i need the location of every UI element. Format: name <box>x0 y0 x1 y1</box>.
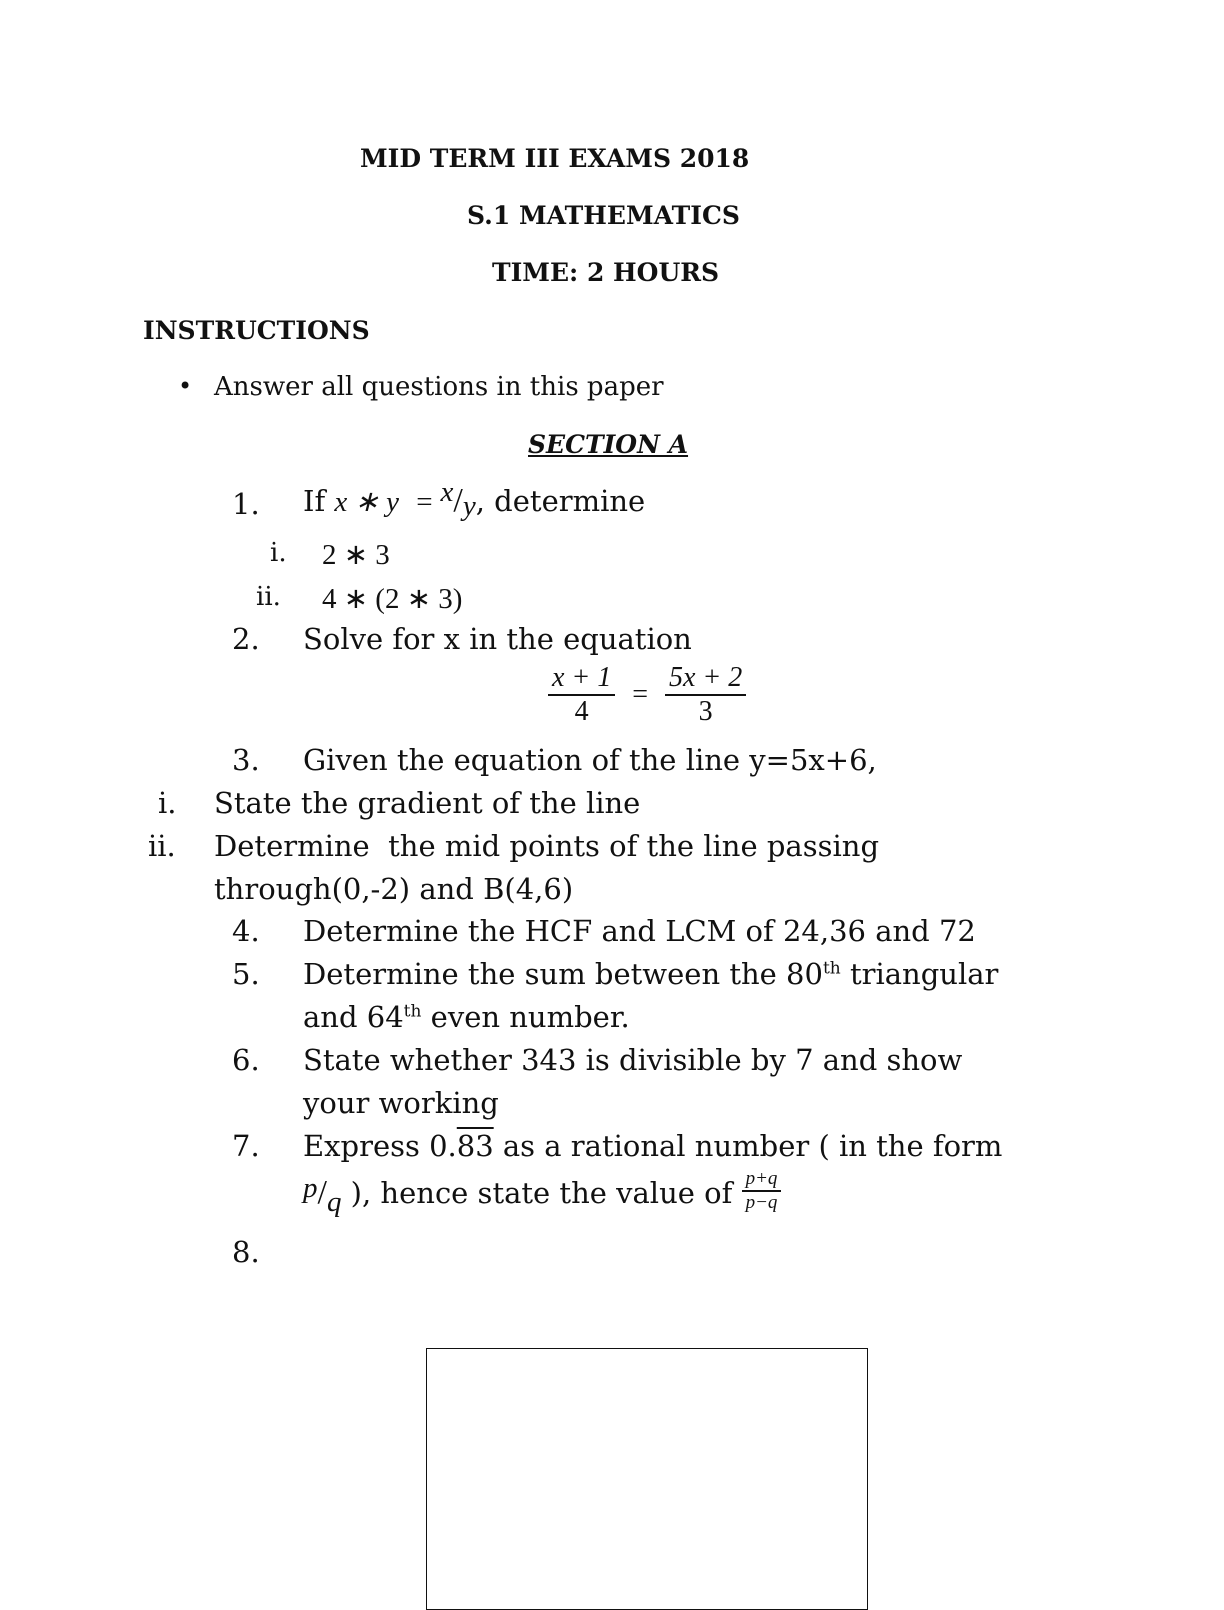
q3-text: Given the equation of the line y=5x+6, <box>303 743 877 777</box>
q2-left-den: 4 <box>574 696 589 727</box>
q2-left-fraction <box>548 662 615 728</box>
q6-text: State whether 343 is divisible by 7 and show <box>303 1043 963 1077</box>
q1-sub-expr-ii: 4 ∗ (2 ∗ 3) <box>322 583 463 615</box>
q2-equals: = <box>632 679 649 710</box>
exam-title: MID TERM III EXAMS 2018 <box>360 144 750 173</box>
q7-frac-num: p <box>303 1172 318 1204</box>
q8-number: 8. <box>232 1235 260 1269</box>
q3-number: 3. <box>232 743 260 777</box>
q3-sub-text-ii: Determine the mid points of the line passing <box>214 829 880 863</box>
q7-line1 <box>303 1129 1002 1163</box>
q2-equation <box>548 662 746 728</box>
section-title: SECTION A <box>528 430 689 459</box>
q3-sub-text-i: State the gradient of the line <box>214 786 641 820</box>
q7-frac-den: q <box>326 1186 342 1218</box>
q7-value-den: p−q <box>745 1192 778 1213</box>
q7-recurring-digits: 83 <box>456 1129 494 1163</box>
q6-text-cont: your working <box>303 1086 499 1120</box>
q1-end: , determine <box>475 484 646 518</box>
q2-left-num: x + 1 <box>548 662 615 696</box>
q1-equals: = <box>416 486 433 518</box>
q4-text: Determine the HCF and LCM of 24,36 and 72 <box>303 914 976 948</box>
q4-number: 4. <box>232 914 260 948</box>
bullet-icon: • <box>178 372 193 400</box>
q2-right-den: 3 <box>698 696 713 727</box>
q3-sub-text-ii-cont: through(0,-2) and B(4,6) <box>214 872 574 906</box>
q5-line2 <box>303 1000 630 1034</box>
q1-sub-label-ii: ii. <box>256 582 281 612</box>
q5-number: 5. <box>232 957 260 991</box>
q7-text-a: Express 0. <box>303 1129 457 1163</box>
q2-right-num: 5x + 2 <box>665 662 746 696</box>
q7-value-num: p+q <box>742 1168 782 1192</box>
q1-expr: x ∗ y <box>334 486 399 518</box>
time-label: TIME: 2 HOURS <box>492 258 720 287</box>
q2-right-fraction <box>665 662 746 728</box>
q1-text: If x ∗ y = x/y, determine <box>303 476 646 522</box>
q3-sub-label-ii: ii. <box>148 829 176 863</box>
q2-number: 2. <box>232 622 260 656</box>
q1-sub-label-i: i. <box>270 538 287 568</box>
q7-text-b: as a rational number ( in the form <box>493 1129 1003 1163</box>
q5-line1 <box>303 957 998 991</box>
q5-text-b: triangular <box>840 957 999 991</box>
q5-text-a: Determine the sum between the 80 <box>303 957 823 991</box>
q7-text-c: ), hence state the value of <box>341 1176 742 1210</box>
q7-value-fraction <box>742 1168 782 1214</box>
instruction-item: Answer all questions in this paper <box>214 372 664 402</box>
q1-frac-den: y <box>462 490 476 522</box>
q1-if: If <box>303 484 326 518</box>
q5-sup-a: th <box>822 958 841 979</box>
q6-number: 6. <box>232 1043 260 1077</box>
q1-sub-expr-i: 2 ∗ 3 <box>322 539 390 571</box>
q1-number: 1. <box>232 487 260 521</box>
q5-text-c: and 64 <box>303 1000 404 1034</box>
q5-sup-c: th <box>403 1001 422 1022</box>
instructions-heading: INSTRUCTIONS <box>143 316 370 345</box>
q2-text: Solve for x in the equation <box>303 622 692 656</box>
q3-sub-label-i: i. <box>158 786 177 820</box>
subject-title: S.1 MATHEMATICS <box>467 201 740 230</box>
q5-text-d: even number. <box>421 1000 630 1034</box>
q1-frac-num: x <box>440 476 454 508</box>
q7-number: 7. <box>232 1129 260 1163</box>
figure-box <box>426 1348 868 1610</box>
q7-line2: p/q ), hence state the value of $\frac{p+q}{p-q}$ <box>303 1172 781 1218</box>
